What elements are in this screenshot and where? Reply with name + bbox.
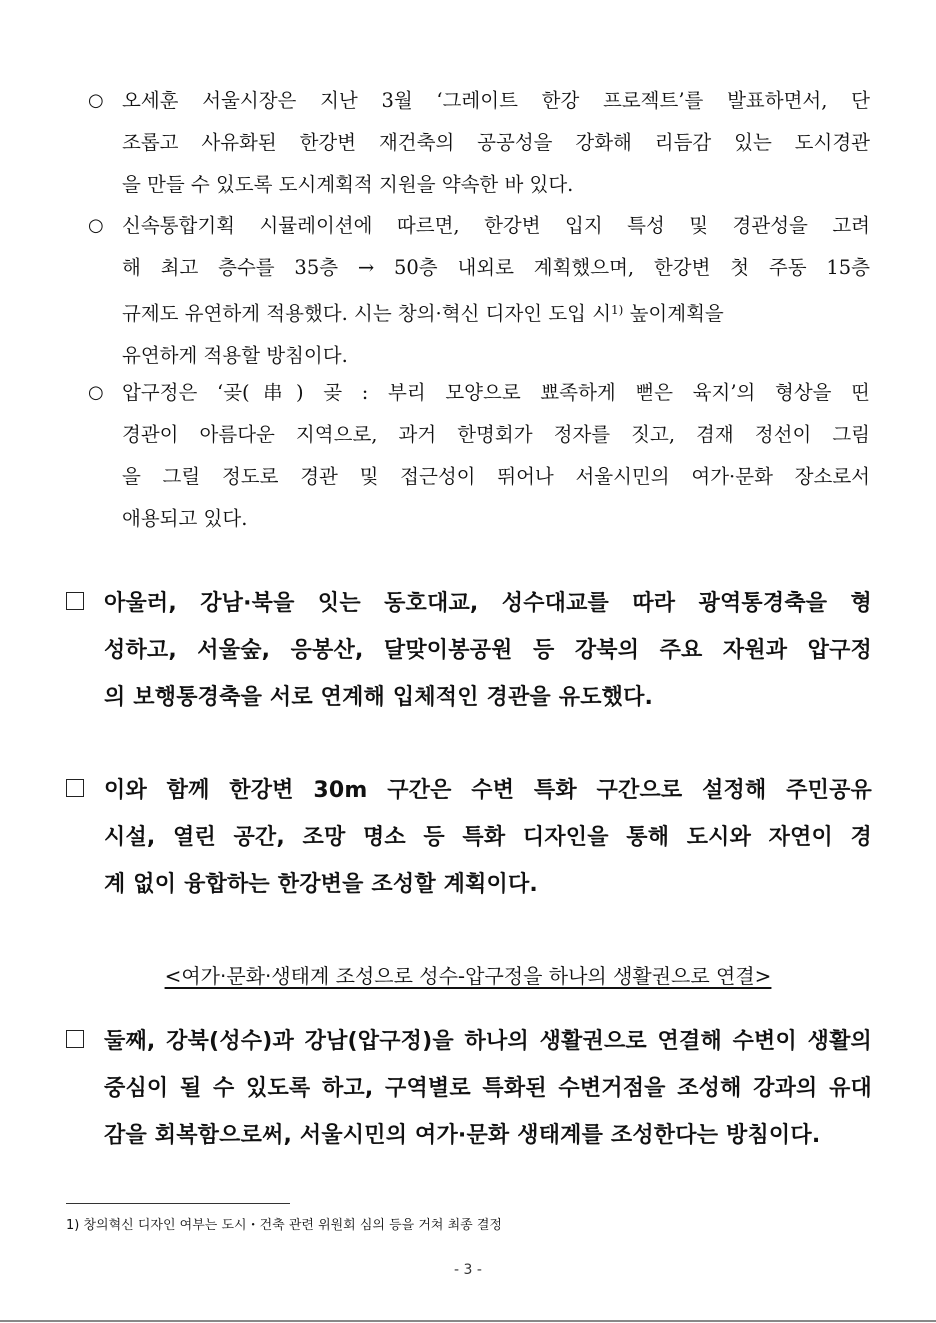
bullet-1-line-2: 조롭고 사유화된 한강변 재건축의 공공성을 강화해 리듬감 있는 도시경관	[122, 131, 870, 154]
paragraph-1-line-2: 성하고, 서울숲, 응봉산, 달맞이봉공원 등 강북의 주요 자원과 압구정	[104, 638, 872, 663]
bullet-2-line-3-tail: 높이계획을	[629, 302, 724, 325]
footnote: 1) 창의혁신 디자인 여부는 도시・건축 관련 위원회 심의 등을 거쳐 최종 결정	[66, 1218, 502, 1233]
bullet-3-line-2: 경관이 아름다운 지역으로, 과거 한명회가 정자를 짓고, 겸재 정선이 그림	[122, 423, 870, 446]
section-paragraph-line-3: 감을 회복함으로써, 서울시민의 여가·문화 생태계를 조성한다는 방침이다.	[104, 1123, 821, 1148]
square-bullet-icon	[66, 1030, 84, 1048]
square-bullet-icon	[66, 779, 84, 797]
bullet-item-2	[88, 205, 870, 377]
footnote-ref: 1)	[611, 303, 624, 317]
bullet-2-line-1: 신속통합기획 시뮬레이션에 따르면, 한강변 입지 특성 및 경관성을 고려	[122, 214, 870, 237]
paragraph-2-line-1: 이와 함께 한강변 30m 구간은 수변 특화 구간으로 설정해 주민공유	[104, 778, 872, 803]
section-paragraph-line-2: 중심이 될 수 있도록 하고, 구역별로 특화된 수변거점을 조성해 강과의 유대	[104, 1076, 872, 1101]
bullet-item-3	[88, 372, 870, 540]
circle-bullet-icon: ○	[88, 382, 104, 403]
bullet-1-line-1: 오세훈 서울시장은 지난 3월 ‘그레이트 한강 프로젝트’를 발표하면서, 단	[122, 89, 870, 112]
bullet-3-line-4: 애용되고 있다.	[122, 507, 248, 530]
paragraph-1-line-3: 의 보행통경축을 서로 연계해 입체적인 경관을 유도했다.	[104, 685, 654, 710]
footnote-divider	[66, 1203, 290, 1204]
bullet-2-line-3	[122, 289, 870, 335]
bullet-2-line-4: 유연하게 적용할 방침이다.	[122, 344, 348, 367]
bullet-3-line-1: 압구정은 ‘곶(串) 곶 : 부리 모양으로 뾰족하게 뻗은 육지’의 형상을 띤	[122, 381, 870, 404]
bullet-2-line-3-text: 규제도 유연하게 적용했다. 시는 창의·혁신 디자인 도입 시	[122, 302, 612, 325]
section-paragraph	[66, 1018, 872, 1159]
section-title	[0, 960, 936, 989]
square-bullet-icon	[66, 592, 84, 610]
paragraph-2	[66, 767, 872, 908]
bullet-2-line-2: 해 최고 층수를 35층 → 50층 내외로 계획했으며, 한강변 첫 주동 15층	[122, 256, 870, 279]
section-paragraph-line-1: 둘째, 강북(성수)과 강남(압구정)을 하나의 생활권으로 연결해 수변이 생활의	[104, 1029, 872, 1054]
section-title-text: <여가·문화·생태계 조성으로 성수-압구정을 하나의 생활권으로 연결>	[164, 964, 772, 988]
paragraph-1-line-1: 아울러, 강남·북을 잇는 동호대교, 성수대교를 따라 광역통경축을 형	[104, 591, 872, 616]
circle-bullet-icon: ○	[88, 215, 104, 236]
paragraph-2-line-3: 계 없이 융합하는 한강변을 조성할 계획이다.	[104, 872, 538, 897]
paragraph-2-line-2: 시설, 열린 공간, 조망 명소 등 특화 디자인을 통해 도시와 자연이 경	[104, 825, 872, 850]
paragraph-1	[66, 580, 872, 721]
page-number: - 3 -	[454, 1262, 482, 1278]
bullet-item-1	[88, 80, 870, 206]
bullet-1-line-3: 을 만들 수 있도록 도시계획적 지원을 약속한 바 있다.	[122, 173, 574, 196]
bullet-3-line-3: 을 그릴 정도로 경관 및 접근성이 뛰어나 서울시민의 여가·문화 장소로서	[122, 465, 870, 488]
page-bottom-border	[0, 1320, 936, 1322]
circle-bullet-icon: ○	[88, 90, 104, 111]
